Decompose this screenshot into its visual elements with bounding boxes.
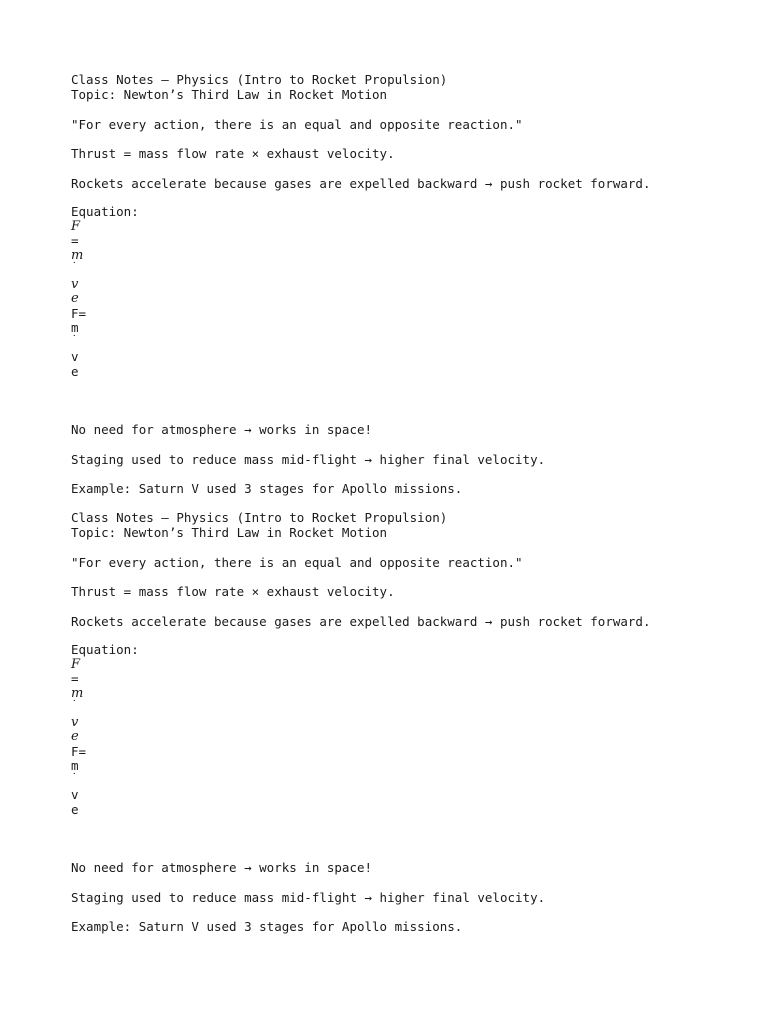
notes-topic: Topic: Newton’s Third Law in Rocket Motion: [71, 87, 388, 102]
math-symbol-f: F: [71, 218, 81, 234]
thrust-text: Thrust = mass flow rate × exhaust velocity.: [71, 146, 395, 161]
block-separator: [71, 496, 731, 510]
notes-block-2: [71, 510, 731, 934]
atmosphere-text: No need for atmosphere → works in space!: [71, 422, 373, 437]
equation-group: [71, 643, 731, 817]
math-symbol-e: e: [71, 291, 79, 306]
math-symbol-v: v: [71, 714, 79, 730]
acceleration-text: Rockets accelerate because gases are expelled backward → push rocket forward.: [71, 613, 651, 629]
plain-symbol-dot: ˙: [71, 770, 78, 784]
atmosphere-text: No need for atmosphere → works in space!: [71, 860, 373, 875]
equation-group: [71, 205, 731, 379]
equation-label: Equation:: [71, 204, 139, 219]
math-symbol-equals: =: [71, 671, 79, 686]
thrust-text: Thrust = mass flow rate × exhaust velocity.: [71, 584, 395, 599]
plain-symbol-f-equals: F=: [71, 305, 87, 321]
math-symbol-dot: ˙: [71, 260, 78, 273]
acceleration-text: Rockets accelerate because gases are expelled backward → push rocket forward.: [71, 175, 651, 191]
notes-page: [71, 72, 731, 934]
notes-block-1: [71, 72, 731, 496]
notes-title: Class Notes — Physics (Intro to Rocket Propulsion): [71, 72, 448, 87]
plain-symbol-f-equals: F=: [71, 743, 87, 759]
example-text: Example: Saturn V used 3 stages for Apollo missions.: [71, 481, 463, 496]
staging-text: Staging used to reduce mass mid-flight → higher final velocity.: [71, 889, 546, 905]
math-symbol-dot: ˙: [71, 698, 78, 711]
plain-symbol-e: e: [71, 801, 79, 817]
equation-label: Equation:: [71, 642, 139, 657]
plain-symbol-m: m: [71, 758, 79, 773]
math-symbol-m: m: [71, 247, 84, 263]
math-symbol-equals: =: [71, 233, 79, 248]
staging-text: Staging used to reduce mass mid-flight → higher final velocity.: [71, 451, 546, 467]
math-symbol-v: v: [71, 276, 79, 292]
notes-title: Class Notes — Physics (Intro to Rocket Propulsion): [71, 510, 448, 525]
math-symbol-m: m: [71, 685, 84, 701]
equation-spacer: [71, 379, 731, 422]
plain-symbol-dot: ˙: [71, 332, 78, 346]
quote-text: "For every action, there is an equal and opposite reaction.": [71, 554, 523, 570]
equation-spacer: [71, 817, 731, 860]
plain-symbol-v: v: [71, 349, 79, 364]
plain-symbol-e: e: [71, 363, 79, 379]
plain-symbol-v: v: [71, 787, 79, 802]
math-symbol-e: e: [71, 729, 79, 744]
quote-text: "For every action, there is an equal and opposite reaction.": [71, 116, 523, 132]
plain-symbol-m: m: [71, 320, 79, 335]
notes-topic: Topic: Newton’s Third Law in Rocket Motion: [71, 525, 388, 540]
math-symbol-f: F: [71, 656, 81, 672]
example-text: Example: Saturn V used 3 stages for Apollo missions.: [71, 919, 463, 934]
